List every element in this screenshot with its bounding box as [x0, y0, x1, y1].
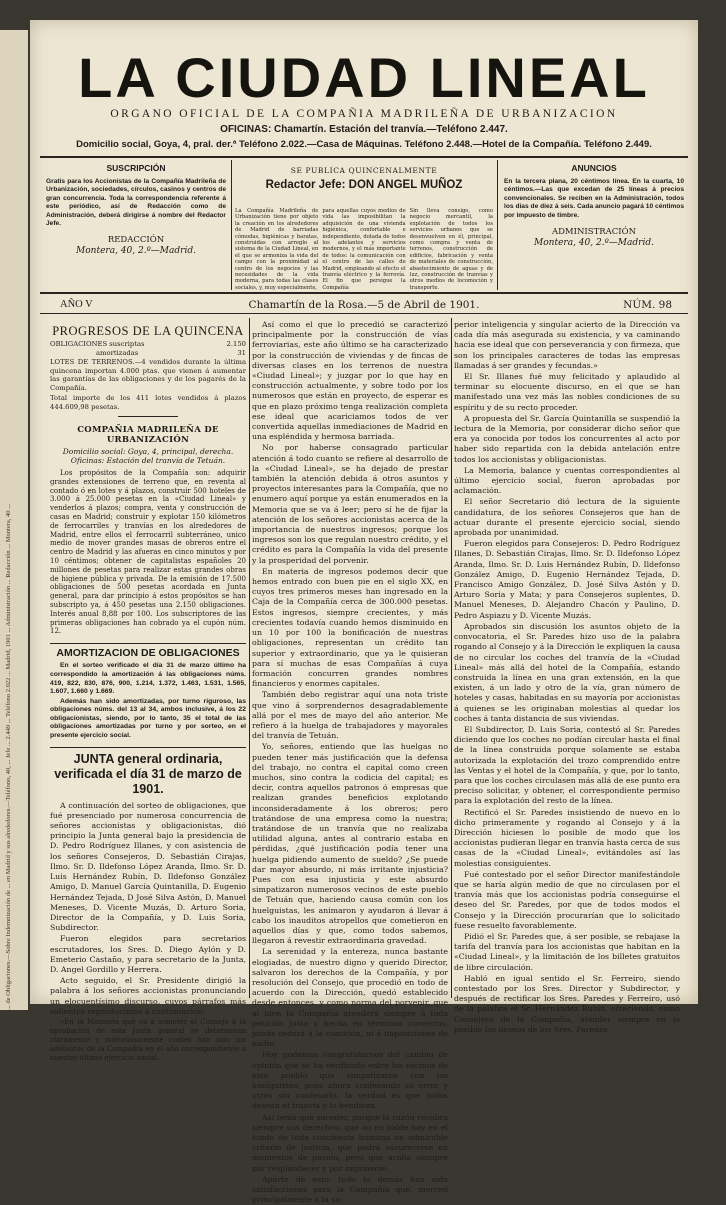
compania-title: COMPAÑIA MADRILEÑA DE URBANIZACIÓN: [77, 424, 219, 445]
newspaper-page: [30, 20, 698, 1205]
article-paragraph: En materia de ingresos podemos decir que hemos entrado con buen pie en el siglo XX, en cuyos tres primeros meses han ingresado en la Caja de la Compañía cerca de 300.000 pesetas. Estos ingresos, siempre crecientes, y más crecientes todavía cuando hemos disminuido en un 10 por 100 la bonificación de nuestras obligaciones, representan un crédito tan superior y extraordinario, que ya le quisieran para sí muchas de esas Compañías á cuya formación concurren grandes nombres financieros y enormes capitales.: [252, 566, 448, 689]
spine-text: ... de Obligaciones.—Sobre Indemnización de ... en Madrid y sus alrededores.—Teléfono, 40, ... Jefe ... 2.449 ... Teléfono 2.022 ... Madrid, 1901 ... Administración ... Redacción ... Montera, 40 ...: [5, 503, 12, 1010]
center-header: [235, 166, 493, 191]
anuncios-title: ANUNCIOS: [571, 163, 617, 173]
article-paragraph: Aprobados sin discusión los asuntos objeto de la convocatoria, el Sr. Paredes hizo uso de la palabra rogando al Consejo y á la Dirección le expliquen la causa de no circular los coches del tranvía de la «Ciudad Lineal» más allá del hotel de la Compañía, estando construida la línea en una gran extensión, en la que existen, á un lado y otro de la vía, gran número de hoteles y casas, habitadas en su mayoría por accionistas á quienes se les originaban molestias al quedar los coches á tanta distancia de sus viviendas.: [454, 621, 680, 723]
dateline: [40, 297, 688, 313]
ledger-value: 31: [237, 349, 246, 357]
article-paragraph: No por haberse consagrado particular atención á todo cuanto se refiere al desarrollo de la «Ciudad Lineal», se ha dejado de prestar también la atención debida á otros asuntos y proyectos interesantes para la Compañía, que no enumero aquí porque ya están enumerados en la Memoria que se va á leer; pero sí he de fijar la atención de los señores accionistas acerca de la importancia de nuestros ingresos; porque los ingresos son los que regulan nuestro crédito, y el crédito es para la Compañía la vida del presente y la prosperidad del porvenir.: [252, 443, 448, 565]
article-paragraph: El Subdirector, D. Luis Soria, contestó al Sr. Paredes diciendo que los coches no podían circular hasta el final de la línea construida porque solamente se estaba autorizada la explotación del trozo comprendido entre las Ventas y el hotel de la Compañía, y que, por lo tanto, para que los coches circulasen más allá de ese punto era preciso solicitar, y obtener, el correspondiente permiso para la explotación del resto de la línea.: [454, 724, 680, 806]
amortizacion-text-1: En el sorteo verificado el día 31 de marzo último ha correspondido la amortización á las obligaciones núms. 419, 822, 830, 876, 900, 1.214, 1.372, 1.463, 1.531, 1.565, 1.607, 1.660 y 1.669.: [50, 662, 246, 696]
masthead-title: LA CIUDAD LINEAL: [78, 46, 650, 109]
ledger-value: 2.150: [226, 340, 246, 349]
redaccion-label: REDACCIÓN: [107, 235, 165, 246]
article-paragraph: Fué contestado por el señor Director manifestándole que se haría algún medio de que no circulasen por el tranvía más que los accionistas podría conseguirse el deseo del Sr. Paredes, por que de todos modos el Consejo y la Dirección procurarían que lo solicitado fuese resuelto favorablemente.: [454, 869, 680, 930]
junta-title: JUNTA general ordinaria, verificada el día 31 de marzo de 1901.: [50, 747, 246, 797]
article-paragraph: También debo registrar aquí una nota triste que vino á sorprendernos desagradablemente allá por el mes de mayo del año anterior. Me refiero á la huelga de trabajadores y mayorales del tranvía de Tetuán.: [252, 690, 448, 741]
ledger-label: amortizadas: [96, 349, 139, 357]
article-paragraph: Habló en igual sentido el Sr. Ferreiro, siendo contestado por los Sres. Director y Subdirector, y después de rectificar los Sres. Paredes y Ferreiro, usó de la palabra el Sr. Hernández Rubín, ofreciendo, como Consejero de la Compañía, atender siempre en lo posible los deseos de los Sres. Paredes: [454, 973, 680, 1034]
dateline-rule: [40, 313, 688, 314]
junta-paragraph: Acto seguido, el Sr. Presidente dirigió la palabra á los señores accionistas pronunciando un elocuentísimo discurso, cuyos párrafos más salientes reproducimos á continuación:: [50, 976, 246, 1016]
progresos-title: PROGRESOS DE LA QUINCENA: [52, 324, 244, 338]
header-divider-left: [231, 160, 232, 290]
amortizacion-title: AMORTIZACION DE OBLIGACIONES: [50, 643, 246, 658]
issue-number: NÚM. 98: [623, 299, 672, 311]
redaccion-address: Montera, 40, 2.º—Madrid.: [76, 246, 196, 257]
article-paragraph: Rectificó el Sr. Paredes insistiendo de nuevo en lo dicho primeramente y rogando al Consejo y á la Dirección hiciesen lo posible de modo que los accionistas pudieran llegar en tranvía hasta cerca de sus casas de la «Ciudad Lineal», evitándoles así las molestias consiguientes.: [454, 807, 680, 868]
ledger-row: [50, 340, 246, 349]
column-3: [454, 320, 680, 1034]
article-paragraph: Así tenía que suceder, porque la razón recobra siempre sus derechos; que no en balde hay en el fondo de toda conciencia humana un admirable criterio de justicia, que podrá oscurecerse en momentos de pasión, pero que acaba siempre por resplandecer y por imponerse.: [252, 1112, 448, 1173]
suscripcion-title: SUSCRIPCIÓN: [106, 163, 166, 173]
column-2: [252, 320, 448, 1205]
article-paragraph: Yo, señores, entiendo que las huelgas no pueden tener más justificación que la defensa del trabajo, no contra el capital como creen muchos, sino contra la codicia del capital; es decir, contra aquellos patronos ó empresas que realizan grandes beneficios explotando inconsideradamente á los obreros; pero tratándose de una empresa como la nuestra; tratándose de un tranvía que no realizaba utilidad alguna, antes al contrario estaba en pérdidas, ¿qué justificación podía tener una huelga pidiendo aumento de sueldo? ¿Se puede dar mayor absurdo, ni más irritante injusticia? Pues con esa injusticia y este absurdo simpatizaron numerosos vecinos de este pueblo de Tetuán que, haciendo causa común con los huelguistas, les animaron y ayudaron á llevar á cabo los inauditos atropellos que cometieron en aquellos días y que, como todos sabemos, llegaron á revestir extraordinaria gravedad.: [252, 742, 448, 946]
domicilio-line: Domicilio social, Goya, 4, pral. der.ª Teléfono 2.022.—Casa de Máquinas. Teléfono 2.448.—Hotel de la Compañía. Teléfono 2.449.: [76, 139, 652, 150]
center-col-a: La Compañía Madrileña de Urbanización tiene por objeto la creación en los alrededores de Madrid de barriadas cómodas, higiénicas y baratas, construidas con arreglo al sistema de la Ciudad Lineal, en el que se armoniza la vida del campo con la proximidad al centro de los negocios y las necesidades de la vida moderna, para todas las clases sociales, y, muy especialmente,: [235, 208, 319, 291]
article-paragraph: Así como el que lo precedió se caracterizó principalmente por la construcción de vías ferroviarias, este año último se ha caracterizado por la construcción de viviendas y de fincas de diversas clases en los terrenos de nuestra «Ciudad Lineal»; y juzgar por lo que hay en construcción actualmente, y sobre todo por los numerosos que están en proyecto, de esperar es que en plazo próximo tenga realización completa ese ideal que acariciamos todos de ver convertida aquellas inmediaciones de Madrid en una espléndida y hermosa barriada.: [252, 320, 448, 442]
header-rule-top: [40, 156, 688, 158]
ledger-label: OBLIGACIONES suscriptas: [50, 340, 145, 349]
center-col-b: para aquellas cuyos medios de vida las imposibilitan la adquisición de una vivienda higiénica, confortable e independiente, dotada de todos los adelantos y servicios modernos, y el más importante de todos: la comunicación con el centro de las calles de Madrid, empleando al efecto el tranvía eléctrico y la ferrovía. El fin que persigue la Compañía: [322, 208, 406, 291]
suscripcion-body: Gratis para los Accionistas de la Compañía Madrileña de Urbanización, sociedades, círculos, casinos y centros de gran concurrencia. Toda la correspondencia referente á este periódico, así de Redacción como de Administración, deberá dirigirse á nombre del Redactor Jefe.: [46, 178, 226, 228]
center-columns: [235, 208, 493, 291]
header-divider-right: [497, 160, 498, 290]
column-divider-1: [249, 318, 250, 998]
issue-date: Chamartín de la Rosa.—5 de Abril de 1901.: [248, 299, 480, 311]
column-divider-2: [451, 318, 452, 998]
article-paragraph: El Sr. Illanes fué muy felicitado y aplaudido al terminar su elocuente discurso, en el que se han manifestado una vez más las nobles condiciones de su espíritu y de su recto proceder.: [454, 372, 680, 412]
column-1: [50, 320, 246, 1062]
article-paragraph: Pidió el Sr. Paredes que, á ser posible, se rebajase la tarifa del tranvía para los accionistas que habitan en la «Ciudad Lineal», y la limitación de los billetes gratuitos de libre circulación.: [454, 931, 680, 972]
total-text: Total importe de los 411 lotes vendidos á plazos 444.609,98 pesetas.: [50, 393, 246, 411]
year-volume: AÑO V: [60, 299, 93, 310]
compania-subtitle: Domicilio social: Goya, 4, principal, derecha. Oficinas: Estación del tranvía de Tetuán.: [62, 446, 234, 465]
amortizacion-text-2: Además han sido amortizadas, por turno riguroso, las obligaciones núms. del 13 al 34, ambos inclusive, á los 22 obligacionistas, siendo, por lo tanto, 35 el total de las obligaciones amortizadas por turno y por sorteo, en el presente ejercicio social.: [50, 697, 246, 740]
anuncios-body: En la tercera plana, 20 céntimos línea. En la cuarta, 10 céntimos.—Las que excedan de 25 líneas á precios convencionales. Se reciben en la Administración, todos los días de diez á seis. Cada anuncio pagará 10 céntimos por impuesto de timbre.: [504, 178, 684, 219]
section-rule: [118, 416, 178, 417]
ledger-row: [50, 349, 246, 358]
adjacent-page-spine: [0, 30, 28, 1010]
article-paragraph: A propuesta del Sr. García Quintanilla se suspendió la lectura de la Memoria, por considerar dicho señor que era ya conocida por todos los concurrentes al acto por haber sido repartida con la debida antelación entre todos los accionistas y obligacionistas.: [454, 413, 680, 464]
article-paragraph: Hoy podemos congratularnos del cambio de opinión que se ha verificado entre los vecinos de este pueblo que simpatizaron con los huelguistas; pues ahora confesando su error y otros sin confesarlo, la verdad es que todos desean el tranvía y lo bendicen.: [252, 1050, 448, 1111]
periodicity: SE PUBLICA QUINCENALMENTE: [290, 166, 438, 175]
article-paragraph: Aparte de esto, todo lo demás han sido satisfacciones para la Compañía que, merced principalmente á la su-: [252, 1174, 448, 1205]
center-col-c: Sin lleva consigo, como negocio mercantil, la explotación de todos los servicios urbanos que se desenvuelven en él, principal, como compra y venta de terrenos, construcción de edificios, fabricación y venta de materiales de construcción, abastecimiento de aguas y de luz, construcción de tranvías y otros medios de locomoción y transporte.: [409, 208, 493, 291]
article-paragraph: El señor Secretario dió lectura de la siguiente candidatura, de los señores Consejeros que han de actuar durante el presente ejercicio social, siendo aprobada por unanimidad.: [454, 497, 680, 538]
lotes-text: LOTES DE TERRENOS.—4 vendidos durante la última quincena importan 4.000 ptas. que vienen á aumentar las garantías de las obligaciones y de los pagarés de la Compañía.: [50, 357, 246, 393]
anuncios-box: [504, 164, 684, 248]
article-paragraph: La Memoria, balance y cuentas correspondientes al último ejercicio social, fueron aprobadas por aclamación.: [454, 465, 680, 496]
offices-line: OFICINAS: Chamartín. Estación del tranvía.—Teléfono 2.447.: [220, 124, 508, 135]
article-paragraph: La serenidad y la entereza, nunca bastante elogiadas, de nuestro digno y querido Director, salvaron los derechos de la Compañía, y por resolución del Consejo, que procedió en todo de acuerdo con la Dirección, quedó establecido desde entonces, y como norma del porvenir, que al bien la Compañía atenderá siempre á toda petición justa y hecha en términos correctos, jamás cederá á la coacción, ni á imposiciones de nadie.: [252, 947, 448, 1049]
suscripcion-box: [46, 164, 226, 256]
admin-label: ADMINISTRACIÓN: [551, 227, 637, 238]
compania-text: Los propósitos de la Compañía son: adquirir grandes extensiones de terreno que, en reventa al contado ó en lotes y á plazos, construir 500 hoteles de 3.000 á 25.000 pesetas en la «Ciudad Lineal» y venderlos á plazos; compra, venta y construcción de casas en Madrid; construir y explotar 150 kilómetros de ferrocarriles y tranvías en los alrededores de Madrid, entre ellos el ferrocarril subterráneo, unico medio de mover grandes masas de obreros entre el centro de Madrid y las afueras en cinco minutos y por 10 céntimos; obtener de capitalistas españoles 20 millones de pesetas para realizar estas grandes obras de higiene pública y privada. De la emisión de 17.500 obligaciones de 500 pesetas acordada en Junta general, para dar principio á estos propósitos se han subscripto ya, á 450 pesetas una 2.150 obligaciones. Interés anual 8,88 por 100. Los subscriptores de las primeras obligaciones han cobrado ya el cupón núm. 12.: [50, 468, 246, 636]
junta-paragraph: A continuación del sorteo de obligaciones, que fué presenciado por numerosa concurrencia de señores accionistas y obligacionistas, dió principio la Junta general bajo la presidencia de D. Pedro Rodríguez Illanes, y con asistencia de los señores Consejeros, D. Sebastián Cirajas, Ilmo. Sr. D. Ildefonso López Aranda, Ilmo. Sr. D. Luis Hernández Rubín, D. Ildefonso González Amigo, D. Manuel García Quintanilla, D. Eugenio Hernández Tejada, D José Silva Astón, D. Manuel Meneses, D. Vicente Muzás, D. Arturo Soria, Director de la Compañía, y D. Luis Soria, Subdirector.: [50, 800, 246, 933]
progresos-ledger: [50, 340, 246, 411]
header-rule-bottom: [40, 292, 688, 294]
article-paragraph: Fueron elegidos para Consejeros: D. Pedro Rodríguez Illanes, D. Sebastián Cirajas, Ilmo. Sr. D. Ildefonso López Aranda, Ilmo. Sr. D. Luis Hernández Rubín, D. Ildefonso González Amigo, D. Eugenio Hernández Tejada, D. Francisco Amigo González, D. José Silva Astón y D. Arturo Soria y Mata; y para Consejeros suplentes, D. Manuel Meneses, D. Alejandro Chacón y Paulino, D. Pedro Aspiazu y D. Vicente Muzás.: [454, 539, 680, 620]
junta-paragraph: Fueron elegidos para secretarios escrutadores, los Sres. D. Diego Aylón y D. Emeterio Castaño, y para secretario de la Junta, D. Angel Gordillo y Herrera.: [50, 934, 246, 974]
redactor-jefe: Redactor Jefe: DON ANGEL MUÑOZ: [265, 179, 463, 191]
article-paragraph: perior inteligencia y singular acierto de la Dirección va cada día más asegurada su existencia, y va caminando hacia ese ideal que con perseverancia y con firmeza, que son los principales caracteres de todas las empresas llamadas á ser grandes y fecundas.»: [454, 320, 680, 370]
admin-address: Montera, 40, 2.º—Madrid.: [534, 238, 654, 249]
junta-quote: «En la Memoria que va á someter el Consejo á la aprobación de esta Junta general se determinan claramente y minuciosamente cuáles han sido los adelantos de la Compañía en el año correspondiente á nuestro último ejercicio social.: [50, 1017, 246, 1062]
masthead-subtitle: ORGANO OFICIAL DE LA COMPAÑIA MADRILEÑA DE URBANIZACION: [110, 108, 618, 120]
